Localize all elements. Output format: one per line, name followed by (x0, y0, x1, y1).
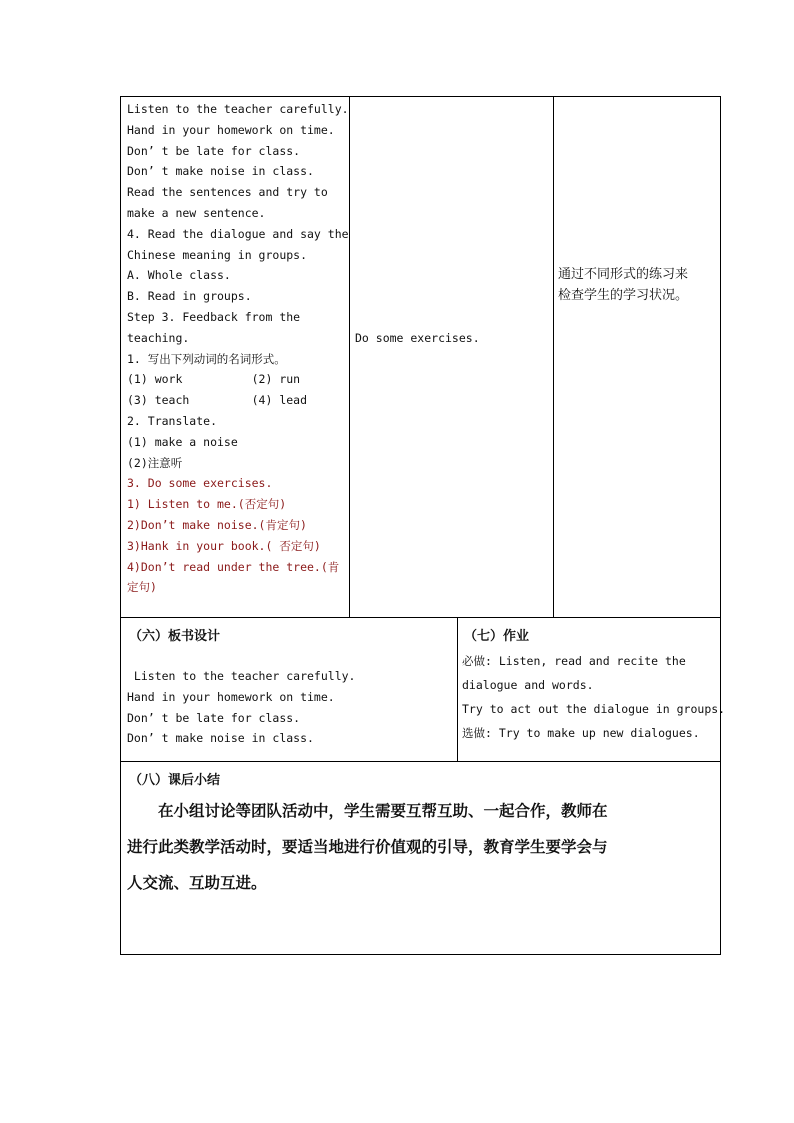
summary-line-1: 在小组讨论等团队活动中，学生需要互帮互助、一起合作，教师在 (127, 802, 608, 820)
activity-line: B. Read in groups. (127, 289, 252, 304)
activity-line: Listen to the teacher carefully. (127, 102, 349, 116)
homework-line-4: 选做: Try to make up new dialogues. (462, 726, 700, 740)
activity-line: (3) teach (4) lead (127, 393, 308, 408)
board-design-cell (120, 617, 458, 762)
activity-line: (1) work (2) run (127, 372, 301, 387)
activity-line: Read the sentences and try to (127, 185, 328, 200)
board-design-heading: （六）板书设计 (129, 629, 221, 644)
activity-line: Don’ t be late for class. (127, 143, 301, 158)
activity-line: 2. Translate. (127, 413, 218, 428)
design-intent-line-1: 通过不同形式的练习来 (558, 267, 689, 282)
board-line-4: Don’ t make noise in class. (127, 731, 314, 746)
summary-body (127, 793, 608, 901)
activity-line: A. Whole class. (127, 268, 231, 283)
homework-line-1: 必做: Listen, read and recite the (462, 654, 686, 668)
board-line-3: Don’ t be late for class. (127, 710, 301, 725)
activity-line: make a new sentence. (127, 205, 266, 220)
student-activity-text: Do some exercises. (355, 331, 480, 345)
student-activity-cell (349, 96, 554, 618)
summary-line-3: 人交流、互助互进。 (127, 874, 267, 892)
design-intent-cell (553, 96, 721, 618)
activity-line: Step 3. Feedback from the (127, 309, 301, 324)
homework-lines (462, 649, 725, 745)
homework-cell (457, 617, 726, 762)
activity-line: Hand in your homework on time. (127, 122, 335, 137)
activity-line: 4)Don’t read under the tree.(肯 (127, 559, 340, 574)
activities-cell (120, 96, 350, 618)
activity-line: teaching. (127, 330, 190, 345)
summary-cell (120, 761, 721, 955)
activity-line: Don’ t make noise in class. (127, 164, 314, 179)
activity-line: 4. Read the dialogue and say the (127, 226, 349, 241)
homework-line-3: Try to act out the dialogue in groups. (462, 702, 726, 716)
board-line-2: Hand in your homework on time. (127, 689, 335, 704)
design-intent-line-2: 检查学生的学习状况。 (558, 287, 689, 303)
activity-line: 3)Hank in your book.( 否定句) (127, 538, 321, 553)
activity-line: 1) Listen to me.(否定句) (127, 497, 287, 512)
activity-line: 定句) (127, 580, 157, 595)
homework-line-2: dialogue and words. (462, 678, 594, 692)
activity-line: (1) make a noise (127, 434, 238, 449)
activity-line: Chinese meaning in groups. (127, 247, 308, 262)
activity-line: 2)Don’t make noise.(肯定句) (127, 517, 307, 532)
summary-heading: （八）课后小结 (129, 773, 221, 788)
activities-text (127, 99, 349, 598)
activity-line: (2)注意听 (127, 455, 183, 470)
homework-heading: （七）作业 (464, 629, 530, 644)
activity-line: 1. 写出下列动词的名词形式。 (127, 351, 286, 366)
board-line-1: Listen to the teacher carefully. (127, 669, 356, 683)
summary-line-2: 进行此类教学活动时，要适当地进行价值观的引导，教育学生要学会与 (127, 838, 608, 856)
activity-line: 3. Do some exercises. (127, 476, 273, 491)
design-intent-text (558, 265, 688, 307)
board-design-lines (127, 666, 355, 749)
